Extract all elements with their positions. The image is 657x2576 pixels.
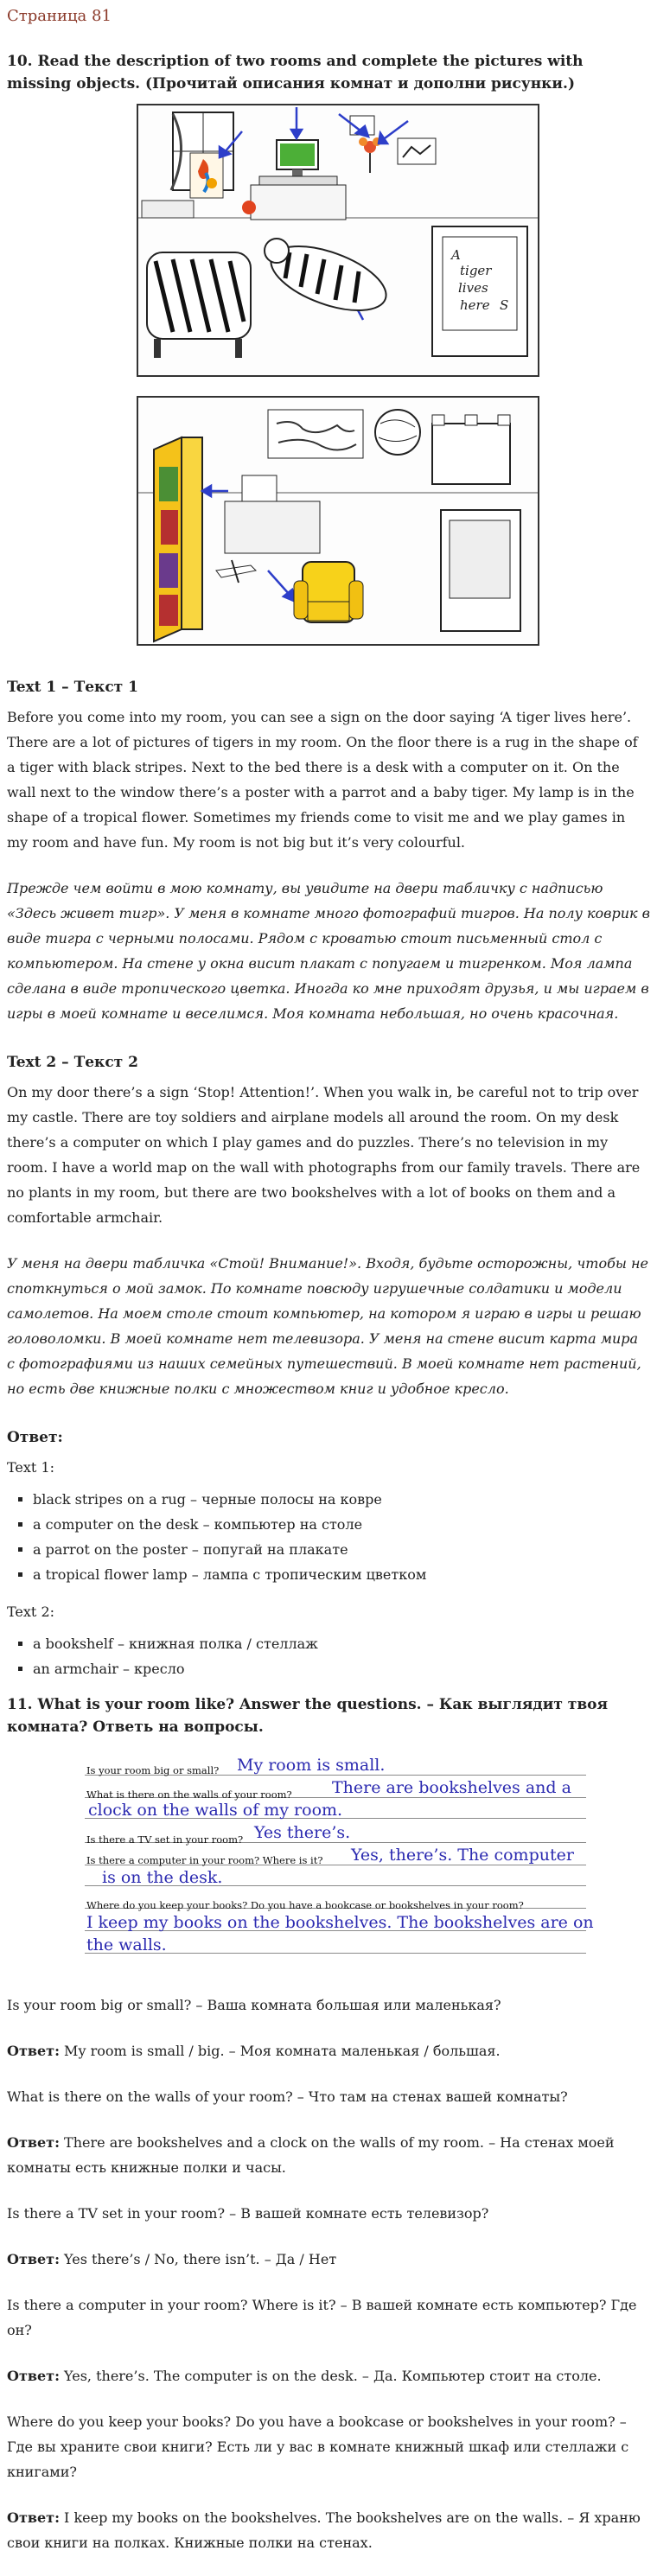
qa-answer-text: Yes there’s / No, there isn’t. – Да / Нет	[59, 2251, 337, 2267]
qa-question: Is there a computer in your room? Where is it? – В вашей комнате есть компьютер? Где он?	[7, 2297, 637, 2338]
qa-answer	[7, 2363, 650, 2388]
qa-answer	[7, 2130, 650, 2180]
poster-text-tiger: tiger	[460, 263, 492, 278]
room-picture-2	[137, 396, 539, 646]
qa-answer-text: Yes, there’s. The computer is on the desk. – Да. Компьютер стоит на столе.	[59, 2368, 602, 2384]
list-item: ▪ a tropical flower lamp – лампа с тропическим цветком	[33, 1562, 650, 1587]
qa-question: Is your room big or small? – Ваша комната большая или маленькая?	[7, 1997, 501, 2013]
qa-answer-label: Ответ:	[7, 2368, 60, 2384]
worksheet-answer-5b: the walls.	[86, 1935, 167, 1954]
qa-answer	[7, 2038, 650, 2063]
room-picture-1	[137, 104, 539, 377]
list-item: ▪ a computer on the desk – компьютер на столе	[33, 1512, 650, 1537]
worksheet-image	[76, 1756, 594, 1977]
qa-question: What is there on the walls of your room? – Что там на стенах вашей комнаты?	[7, 2088, 568, 2105]
qa-question: Where do you keep your books? Do you have a bookcase or bookshelves in your room? – Где вы храните свои книги? Есть ли у вас в комнате книжный шкаф или стеллажи с книгами?	[7, 2413, 629, 2480]
text-1-english: Before you come into my room, you can see a sign on the door saying ‘A tiger lives here’. There are a lot of pictures of tigers in my room. On the floor there is a rug in the shape of a tiger with black stripes. Next to the bed there is a desk with a computer on it. On the wall next to the window there’s a poster with a parrot and a baby tiger. My lamp is in the shape of a tropical flower. Sometimes my friends come to visit me and we play games in my room and have fun. My room is not big but it’s very colourful.	[7, 709, 638, 851]
qa-answer	[7, 2505, 650, 2555]
worksheet-question-4: Is there a computer in your room? Where is it?	[86, 1854, 323, 1866]
qa-answer-label: Ответ:	[7, 2043, 60, 2059]
worksheet-answer-3: Yes there’s.	[254, 1823, 351, 1842]
answer-heading: Ответ:	[7, 1429, 63, 1446]
answer-text-2-label: Text 2:	[7, 1604, 55, 1620]
worksheet-answer-4a: Yes, there’s. The computer	[351, 1846, 574, 1865]
list-item: ▪ black stripes on a rug – черные полосы на ковре	[33, 1487, 650, 1512]
worksheet-question-2: What is there on the walls of your room?	[86, 1789, 292, 1801]
worksheet-answer-2b: clock on the walls of my room.	[88, 1801, 343, 1820]
list-item: ▪ a parrot on the poster – попугай на плакате	[33, 1537, 650, 1562]
qa-answer-text: My room is small / big. – Моя комната маленькая / большая.	[59, 2043, 501, 2059]
qa-answer-label: Ответ:	[7, 2251, 60, 2267]
text-2-heading: Text 2 – Текст 2	[7, 1054, 138, 1071]
list-item: ▪ an armchair – кресло	[33, 1656, 650, 1681]
worksheet-question-3: Is there a TV set in your room?	[86, 1833, 244, 1846]
text-1-russian: Прежде чем войти в мою комнату, вы увидите на двери табличку с надписью «Здесь живет тигр». У меня в комнате много фотографий тигров. На полу коврик в виде тигра с черными полосами. Рядом с кроватью стоит письменный стол с компьютером. На стене у окна висит плакат с попугаем и тигренком. Моя лампа сделана в виде тропического цветка. Иногда ко мне приходят друзья, и мы играем в игры в моей комнате и веселимся. Моя комната небольшая, но очень красочная.	[7, 880, 650, 1022]
qa-list	[7, 1993, 650, 2555]
qa-question: Is there a TV set in your room? – В вашей комнате есть телевизор?	[7, 2205, 489, 2222]
poster-text-lives: lives	[458, 280, 488, 296]
poster-text-s: S	[500, 297, 509, 313]
qa-answer-label: Ответ:	[7, 2509, 60, 2526]
worksheet-answer-5a: I keep my books on the bookshelves. The bookshelves are on	[86, 1913, 594, 1932]
worksheet-answer-1: My room is small.	[237, 1756, 386, 1775]
list-item: ▪ a bookshelf – книжная полка / стеллаж	[33, 1631, 650, 1656]
task-10-title: 10. Read the description of two rooms and complete the pictures with missing objects. (Прочитай описания комнат и дополни рисунки.)	[7, 53, 584, 92]
worksheet-question-1: Is your room big or small?	[86, 1764, 220, 1776]
text-2-russian: У меня на двери табличка «Стой! Внимание!». Входя, будьте осторожны, чтобы не споткнуться о мой замок. По комнате повсюду игрушечные солдатики и модели самолетов. На моем столе стоит компьютер, на котором я играю в игры и решаю головоломки. В моей комнате нет телевизора. У меня на стене висит карта мира с фотографиями из наших семейных путешествий. В моей комнате нет растений, но есть две книжные полки с множеством книг и удобное кресло.	[7, 1255, 648, 1397]
poster-text-here: here	[460, 297, 490, 313]
qa-answer	[7, 2247, 650, 2272]
room-2-illustration	[138, 398, 538, 644]
poster-text-a: A	[451, 247, 461, 263]
worksheet-answer-2a: There are bookshelves and a	[332, 1778, 571, 1797]
worksheet-answer-4b: is on the desk.	[102, 1868, 223, 1887]
text-1-heading: Text 1 – Текст 1	[7, 679, 138, 696]
answer-text-2-list	[7, 1631, 650, 1681]
worksheet-question-5: Where do you keep your books? Do you have a bookcase or bookshelves in your room?	[86, 1899, 524, 1911]
qa-answer-text: I keep my books on the bookshelves. The bookshelves are on the walls. – Я храню свои книги на полках. Книжные полки на стенах.	[7, 2509, 641, 2551]
room-1-illustration	[138, 105, 538, 375]
page-number: Страница 81	[7, 7, 112, 25]
qa-answer-label: Ответ:	[7, 2134, 60, 2151]
qa-answer-text: There are bookshelves and a clock on the walls of my room. – На стенах моей комнаты есть книжные полки и часы.	[7, 2134, 615, 2176]
task-11-title: 11. What is your room like? Answer the questions. – Как выглядит твоя комната? Ответь на вопросы.	[7, 1696, 609, 1736]
text-2-english: On my door there’s a sign ‘Stop! Attention!’. When you walk in, be careful not to trip over my castle. There are toy soldiers and airplane models all around the room. On my desk there’s a computer on which I play games and do puzzles. There’s no television in my room. I have a world map on the wall with photographs from our family travels. There are no plants in my room, but there are two bookshelves with a lot of books on them and a comfortable armchair.	[7, 1084, 641, 1226]
answer-text-1-list	[7, 1487, 650, 1587]
answer-text-1-label: Text 1:	[7, 1459, 55, 1476]
